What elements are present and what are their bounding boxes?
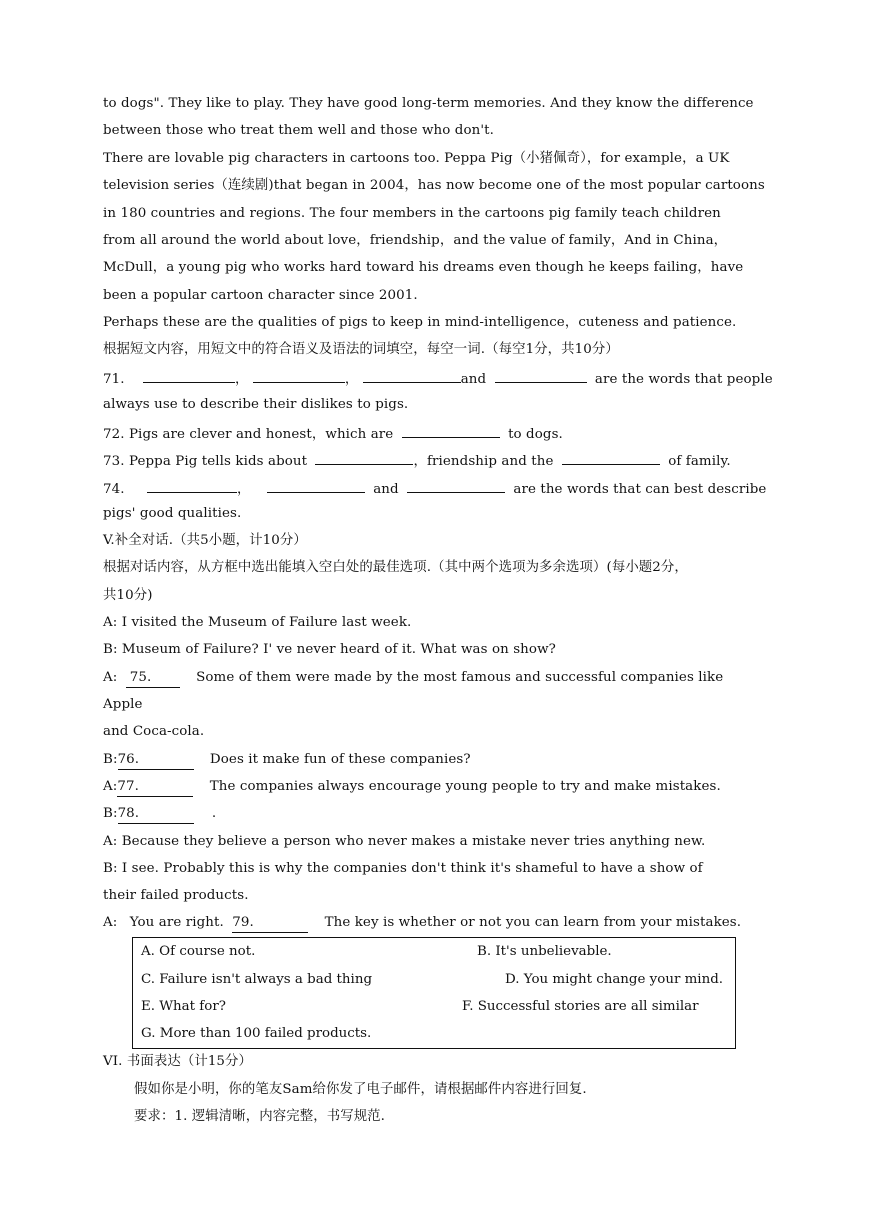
section6-requirement: 要求：1. 逻辑清晰，内容完整，书写规范. [134, 1109, 386, 1124]
option-b: B. It's unbelievable. [477, 944, 612, 959]
question-number: 71. [103, 372, 125, 387]
answer-blank[interactable] [143, 368, 235, 383]
section5-title: V.补全对话.（共5小题，计10分） [103, 533, 307, 548]
option-a: A. Of course not. [141, 944, 256, 959]
answer-blank[interactable] [147, 478, 237, 493]
dialogue-line: A: Because they believe a person who never makes a mistake never tries anything new. [103, 834, 706, 849]
question-72: 72. Pigs are clever and honest，which are to dogs. [103, 423, 765, 444]
dialogue-line: B:76. Does it make fun of these companies? [103, 751, 765, 770]
passage-line: to dogs". They like to play. They have good long-term memories. And they know the difference [103, 96, 754, 111]
answer-blank[interactable] [495, 368, 587, 383]
passage-line: McDull，a young pig who works hard toward his dreams even though he keeps failing，have [103, 260, 744, 275]
question-74: 74. ， and are the words that can best describe [103, 478, 765, 499]
passage-line: in 180 countries and regions. The four members in the cartoons pig family teach children [103, 206, 721, 221]
option-g: G. More than 100 failed products. [141, 1026, 372, 1041]
option-d: D. You might change your mind. [505, 972, 724, 987]
dialogue-line: and Coca-cola. [103, 724, 205, 739]
question-71-cont: always use to describe their dislikes to pigs. [103, 397, 409, 412]
option-f: F. Successful stories are all similar [462, 999, 699, 1014]
answer-blank[interactable] [363, 368, 461, 383]
answer-blank-76[interactable]: 76. [118, 751, 194, 770]
answer-blank-75[interactable]: 75. [126, 669, 180, 688]
section4-instruction: 根据短文内容，用短文中的符合语义及语法的词填空，每空一词.（每空1分，共10分） [103, 342, 619, 357]
dialogue-line: A:77. The companies always encourage young people to try and make mistakes. [103, 778, 765, 797]
question-74-cont: pigs' good qualities. [103, 506, 242, 521]
option-c: C. Failure isn't always a bad thing [141, 972, 373, 987]
answer-blank-77[interactable]: 77. [117, 778, 193, 797]
option-e: E. What for? [141, 999, 226, 1014]
passage-line: There are lovable pig characters in cartoons too. Peppa Pig（小猪佩奇），for example，a UK [103, 151, 730, 166]
answer-blank[interactable] [253, 368, 345, 383]
section6-title: VI. 书面表达（计15分） [103, 1054, 253, 1069]
passage-line: been a popular cartoon character since 2001. [103, 288, 418, 303]
section5-instruction: 共10分) [103, 588, 153, 603]
dialogue-line: A: I visited the Museum of Failure last week. [103, 615, 412, 630]
passage-line: between those who treat them well and those who don't. [103, 123, 494, 138]
dialogue-line: A: You are right. 79. The key is whether or not you can learn from your mistakes. [103, 914, 765, 933]
answer-blank[interactable] [402, 423, 500, 438]
dialogue-line: Apple [103, 697, 143, 712]
dialogue-line: A: 75. Some of them were made by the most famous and successful companies like [103, 669, 765, 688]
dialogue-line: B: Museum of Failure? I' ve never heard of it. What was on show? [103, 642, 556, 657]
passage-line: from all around the world about love，friendship，and the value of family，And in China， [103, 233, 728, 248]
answer-blank[interactable] [562, 450, 660, 465]
answer-blank-78[interactable]: 78. [118, 805, 194, 824]
section5-instruction: 根据对话内容，从方框中选出能填入空白处的最佳选项.（其中两个选项为多余选项）(每小题2分， [103, 560, 688, 575]
section6-prompt: 假如你是小明，你的笔友Sam给你发了电子邮件，请根据邮件内容进行回复. [134, 1082, 587, 1097]
passage-line: television series（连续剧)that began in 2004，has now become one of the most popular cartoons [103, 178, 765, 193]
question-71: 71. ， ， and are the words that people [103, 368, 765, 389]
options-box [132, 937, 736, 1049]
answer-blank[interactable] [315, 450, 413, 465]
answer-blank[interactable] [407, 478, 505, 493]
dialogue-line: their failed products. [103, 888, 249, 903]
answer-blank-79[interactable]: 79. [232, 914, 308, 933]
answer-blank[interactable] [267, 478, 365, 493]
dialogue-line: B:78. . [103, 805, 765, 824]
question-73: 73. Peppa Pig tells kids about ，friendship and the of family. [103, 450, 765, 471]
dialogue-line: B: I see. Probably this is why the companies don't think it's shameful to have a show of [103, 861, 703, 876]
passage-line: Perhaps these are the qualities of pigs to keep in mind-intelligence，cuteness and patience. [103, 315, 737, 330]
